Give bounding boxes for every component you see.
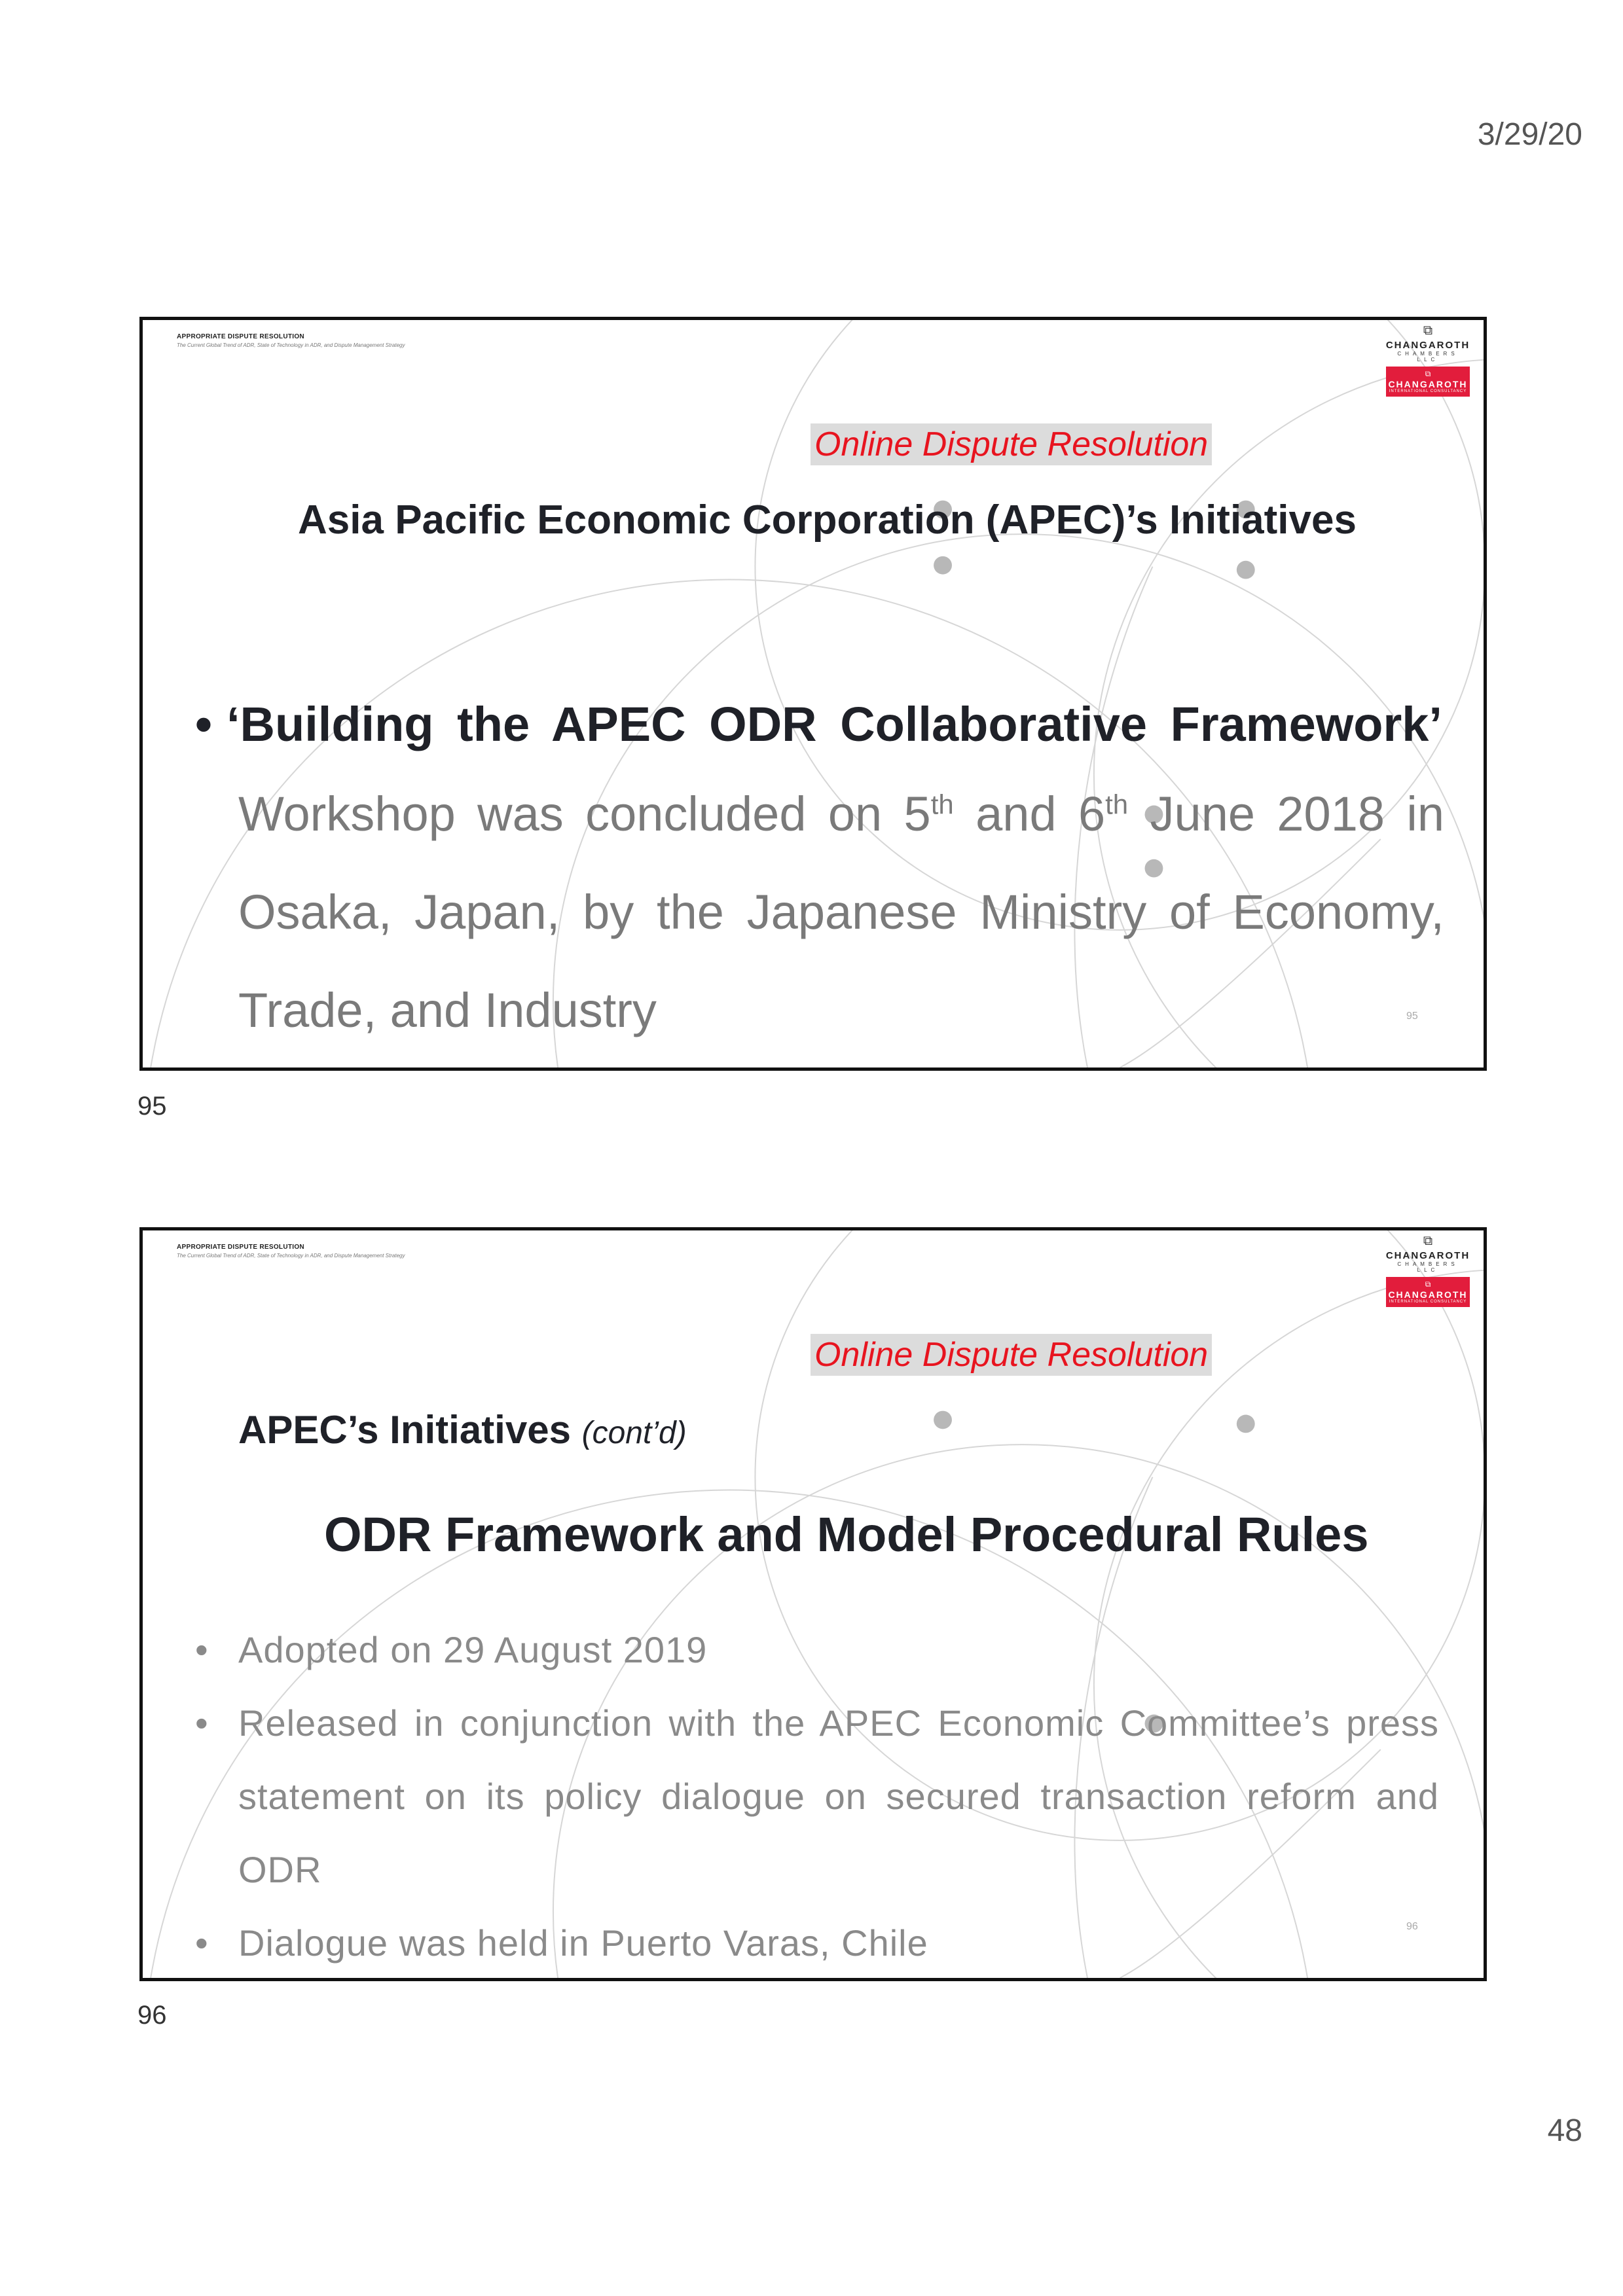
slide-footer-number: 95 [1406,1011,1418,1022]
slide-header [177,333,405,348]
list-item: • Adopted on 29 August 2019 [195,1613,1439,1687]
slide-title: Asia Pacific Economic Corporation (APEC)’s Initiatives [298,497,1357,543]
slide-subtitle: APEC’s Initiatives (cont’d) [238,1408,687,1452]
changaroth-logo: ⧉ CHANGAROTH CHAMBERS LLC ⧉ CHANGAROTH INTERNATIONAL CONSULTANCY [1385,324,1470,397]
list-item: • Released in conjunction with the APEC Economic Committee’s press statement on its policy dialogue on secured transaction reform and ODR [195,1687,1439,1907]
bullet-heading: • ‘Building the APEC ODR Collaborative Framework’ [195,697,1442,751]
logo-red-mark-icon: ⧉ [1425,369,1431,378]
slide-number-label: 96 [137,2001,167,2030]
bullet-body: Workshop was concluded on 5th and 6th June 2018 in Osaka, Japan, by the Japanese Ministry of Economy, Trade, and Industry [238,787,1444,1037]
bullet-icon: • [195,1702,209,1744]
page-date: 3/29/20 [1477,117,1582,152]
changaroth-logo: ⧉ CHANGAROTH CHAMBERS LLC ⧉ CHANGAROTH INTERNATIONAL CONSULTANCY [1385,1234,1470,1307]
header-subtitle: The Current Global Trend of ADR, State of Technology in ADR, and Dispute Management Strategy [177,1253,405,1259]
section-tag: Online Dispute Resolution [811,1334,1212,1376]
slide-number-label: 95 [137,1092,167,1121]
header-title: APPROPRIATE DISPUTE RESOLUTION [177,333,304,340]
bullet-icon: • [195,1629,209,1670]
header-title: APPROPRIATE DISPUTE RESOLUTION [177,1244,304,1251]
slide-title: ODR Framework and Model Procedural Rules [324,1507,1369,1562]
slide-95 [139,317,1487,1071]
logo-red-block: ⧉ CHANGAROTH INTERNATIONAL CONSULTANCY [1386,367,1470,397]
slide-header [177,1244,405,1259]
logo-mark-icon: ⧉ [1423,323,1433,338]
slide-96 [139,1227,1487,1981]
bullet-list [195,1613,1439,1980]
header-subtitle: The Current Global Trend of ADR, State of Technology in ADR, and Dispute Management Strategy [177,342,405,348]
bullet-icon: • [195,697,212,751]
logo-mark-icon: ⧉ [1423,1234,1433,1248]
logo-red-mark-icon: ⧉ [1425,1280,1431,1289]
list-item: • Dialogue was held in Puerto Varas, Chile [195,1907,1439,1980]
logo-red-block: ⧉ CHANGAROTH INTERNATIONAL CONSULTANCY [1386,1277,1470,1307]
page-number: 48 [1547,2113,1582,2148]
section-tag: Online Dispute Resolution [811,423,1212,465]
slide-footer-number: 96 [1406,1921,1418,1932]
bullet-icon: • [195,1922,209,1964]
